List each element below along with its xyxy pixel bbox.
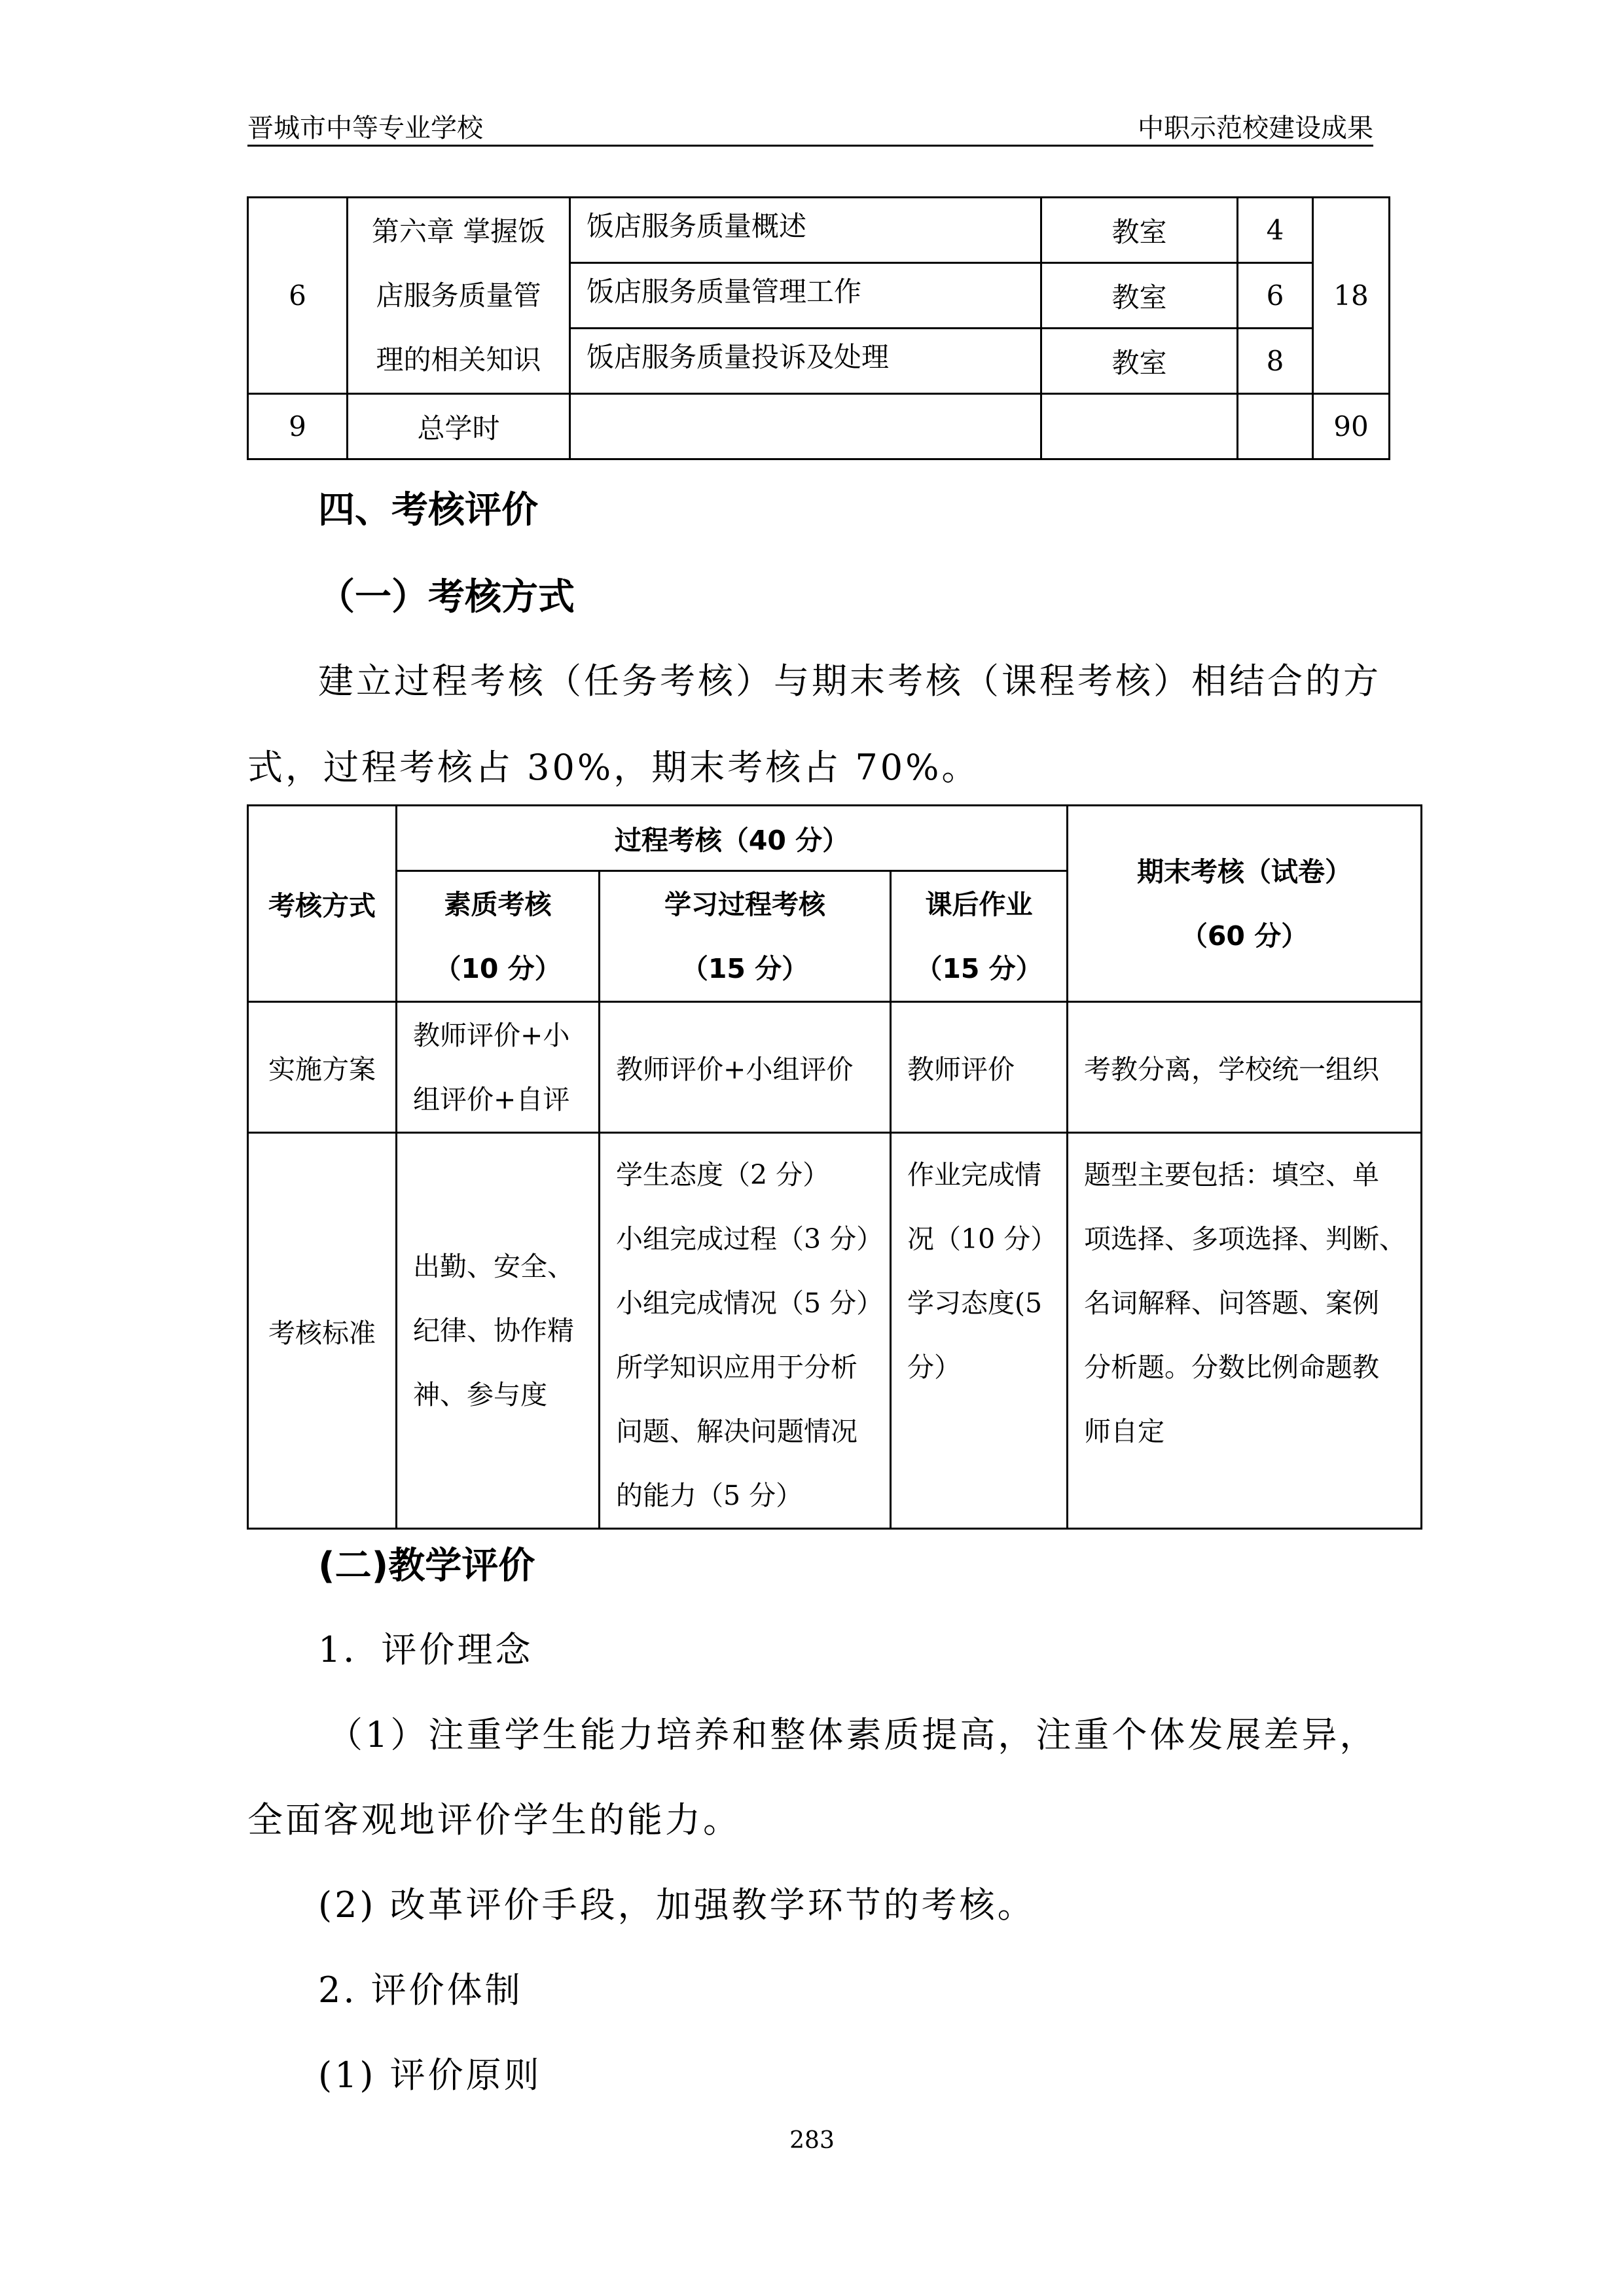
criteria-learning-line: 小组完成情况（5 分） [616, 1287, 884, 1319]
learning-header-name: 学习过程考核 [664, 888, 825, 920]
item2-title: 2. 评价体制 [318, 1969, 523, 2011]
corner-header: 考核方式 [248, 806, 397, 1002]
criteria-final-line: 分析题。分数比例命题教 [1084, 1352, 1380, 1383]
sub2-title: (二)教学评价 [318, 1545, 535, 1587]
impl-quality-line: 教师评价+小 [413, 1019, 570, 1051]
hours-cell: 6 [1238, 263, 1313, 329]
topic-cell: 饭店服务质量概述 [570, 198, 1041, 263]
final-header [1068, 806, 1422, 1002]
criteria-learning-line: 学生态度（2 分） [616, 1159, 830, 1191]
final-header-line: （60 分） [1180, 920, 1308, 952]
place-cell: 教室 [1041, 198, 1238, 263]
empty-cell [570, 394, 1041, 459]
item1-title: 1．评价理念 [318, 1629, 533, 1670]
criteria-quality-line: 纪律、协作精 [413, 1315, 574, 1346]
place-cell: 教室 [1041, 329, 1238, 394]
empty-cell [1041, 394, 1238, 459]
total-value: 90 [1313, 394, 1390, 459]
criteria-label: 考核标准 [248, 1133, 397, 1529]
sub1-title: （一）考核方式 [318, 576, 575, 619]
hours-cell: 8 [1238, 329, 1313, 394]
topic-cell: 饭店服务质量投诉及处理 [570, 329, 1041, 394]
total-number: 9 [248, 394, 348, 459]
intro-line-1: 建立过程考核（任务考核）与期末考核（课程考核）相结合的方 [318, 660, 1381, 702]
page-number: 283 [789, 2127, 835, 2154]
homework-header-name: 课后作业 [925, 888, 1033, 920]
assessment-table [247, 804, 1422, 1530]
impl-label: 实施方案 [248, 1002, 397, 1133]
header-rule [247, 145, 1373, 147]
criteria-learning-line: 问题、解决问题情况 [616, 1416, 857, 1447]
criteria-homework-line: 作业完成情 [907, 1159, 1041, 1191]
criteria-homework [891, 1133, 1068, 1529]
header-school: 晋城市中等专业学校 [247, 113, 483, 143]
impl-final: 考教分离，学校统一组织 [1068, 1002, 1422, 1133]
p1-line-1: （1）注重学生能力培养和整体素质提高，注重个体发展差异， [327, 1714, 1378, 1755]
row-number: 6 [248, 198, 348, 394]
homework-header-score: （15 分） [915, 952, 1043, 984]
criteria-learning-line: 的能力（5 分） [616, 1480, 803, 1511]
impl-quality-line: 组评价+自评 [413, 1083, 570, 1115]
learning-header-score: （15 分） [681, 952, 809, 984]
subtotal-cell: 18 [1313, 198, 1390, 394]
learning-header [600, 871, 891, 1002]
item2-sub: (1) 评价原则 [318, 2054, 542, 2096]
quality-header [397, 871, 600, 1002]
empty-cell [1238, 394, 1313, 459]
chapter-line: 第六章 掌握饭 [371, 215, 546, 247]
header-project: 中职示范校建设成果 [1138, 113, 1373, 143]
criteria-learning-line: 小组完成过程（3 分） [616, 1223, 884, 1255]
criteria-homework-line: 分） [907, 1352, 961, 1383]
criteria-homework-line: 学习态度(5 [907, 1287, 1043, 1319]
quality-header-name: 素质考核 [444, 888, 552, 920]
criteria-final-line: 题型主要包括：填空、单 [1084, 1159, 1380, 1191]
criteria-learning-line: 所学知识应用于分析 [616, 1352, 857, 1383]
hours-cell: 4 [1238, 198, 1313, 263]
impl-quality [397, 1002, 600, 1133]
criteria-quality [397, 1133, 600, 1529]
place-cell: 教室 [1041, 263, 1238, 329]
section4-title: 四、考核评价 [318, 489, 538, 531]
criteria-homework-line: 况（10 分） [907, 1223, 1058, 1255]
p1-line-2: 全面客观地评价学生的能力。 [247, 1799, 741, 1840]
criteria-quality-line: 出勤、安全、 [413, 1251, 574, 1282]
homework-header [891, 871, 1068, 1002]
criteria-learning [600, 1133, 891, 1529]
schedule-table [247, 196, 1390, 460]
quality-header-score: （10 分） [434, 952, 562, 984]
chapter-line: 店服务质量管 [376, 279, 541, 312]
chapter-cell [348, 198, 570, 394]
impl-learning: 教师评价+小组评价 [600, 1002, 891, 1133]
criteria-final-line: 项选择、多项选择、判断、 [1084, 1223, 1407, 1255]
criteria-final [1068, 1133, 1422, 1529]
criteria-final-line: 名词解释、问答题、案例 [1084, 1287, 1380, 1319]
impl-homework: 教师评价 [891, 1002, 1068, 1133]
chapter-line: 理的相关知识 [376, 343, 541, 376]
intro-line-2: 式，过程考核占 30%，期末考核占 70%。 [247, 747, 980, 788]
total-label: 总学时 [348, 394, 570, 459]
process-header: 过程考核（40 分） [397, 806, 1068, 871]
topic-cell: 饭店服务质量管理工作 [570, 263, 1041, 329]
criteria-final-line: 师自定 [1084, 1416, 1165, 1447]
final-header-line: 期末考核（试卷） [1137, 855, 1352, 888]
criteria-quality-line: 神、参与度 [413, 1379, 547, 1410]
p2: (2) 改革评价手段，加强教学环节的考核。 [318, 1884, 1036, 1926]
